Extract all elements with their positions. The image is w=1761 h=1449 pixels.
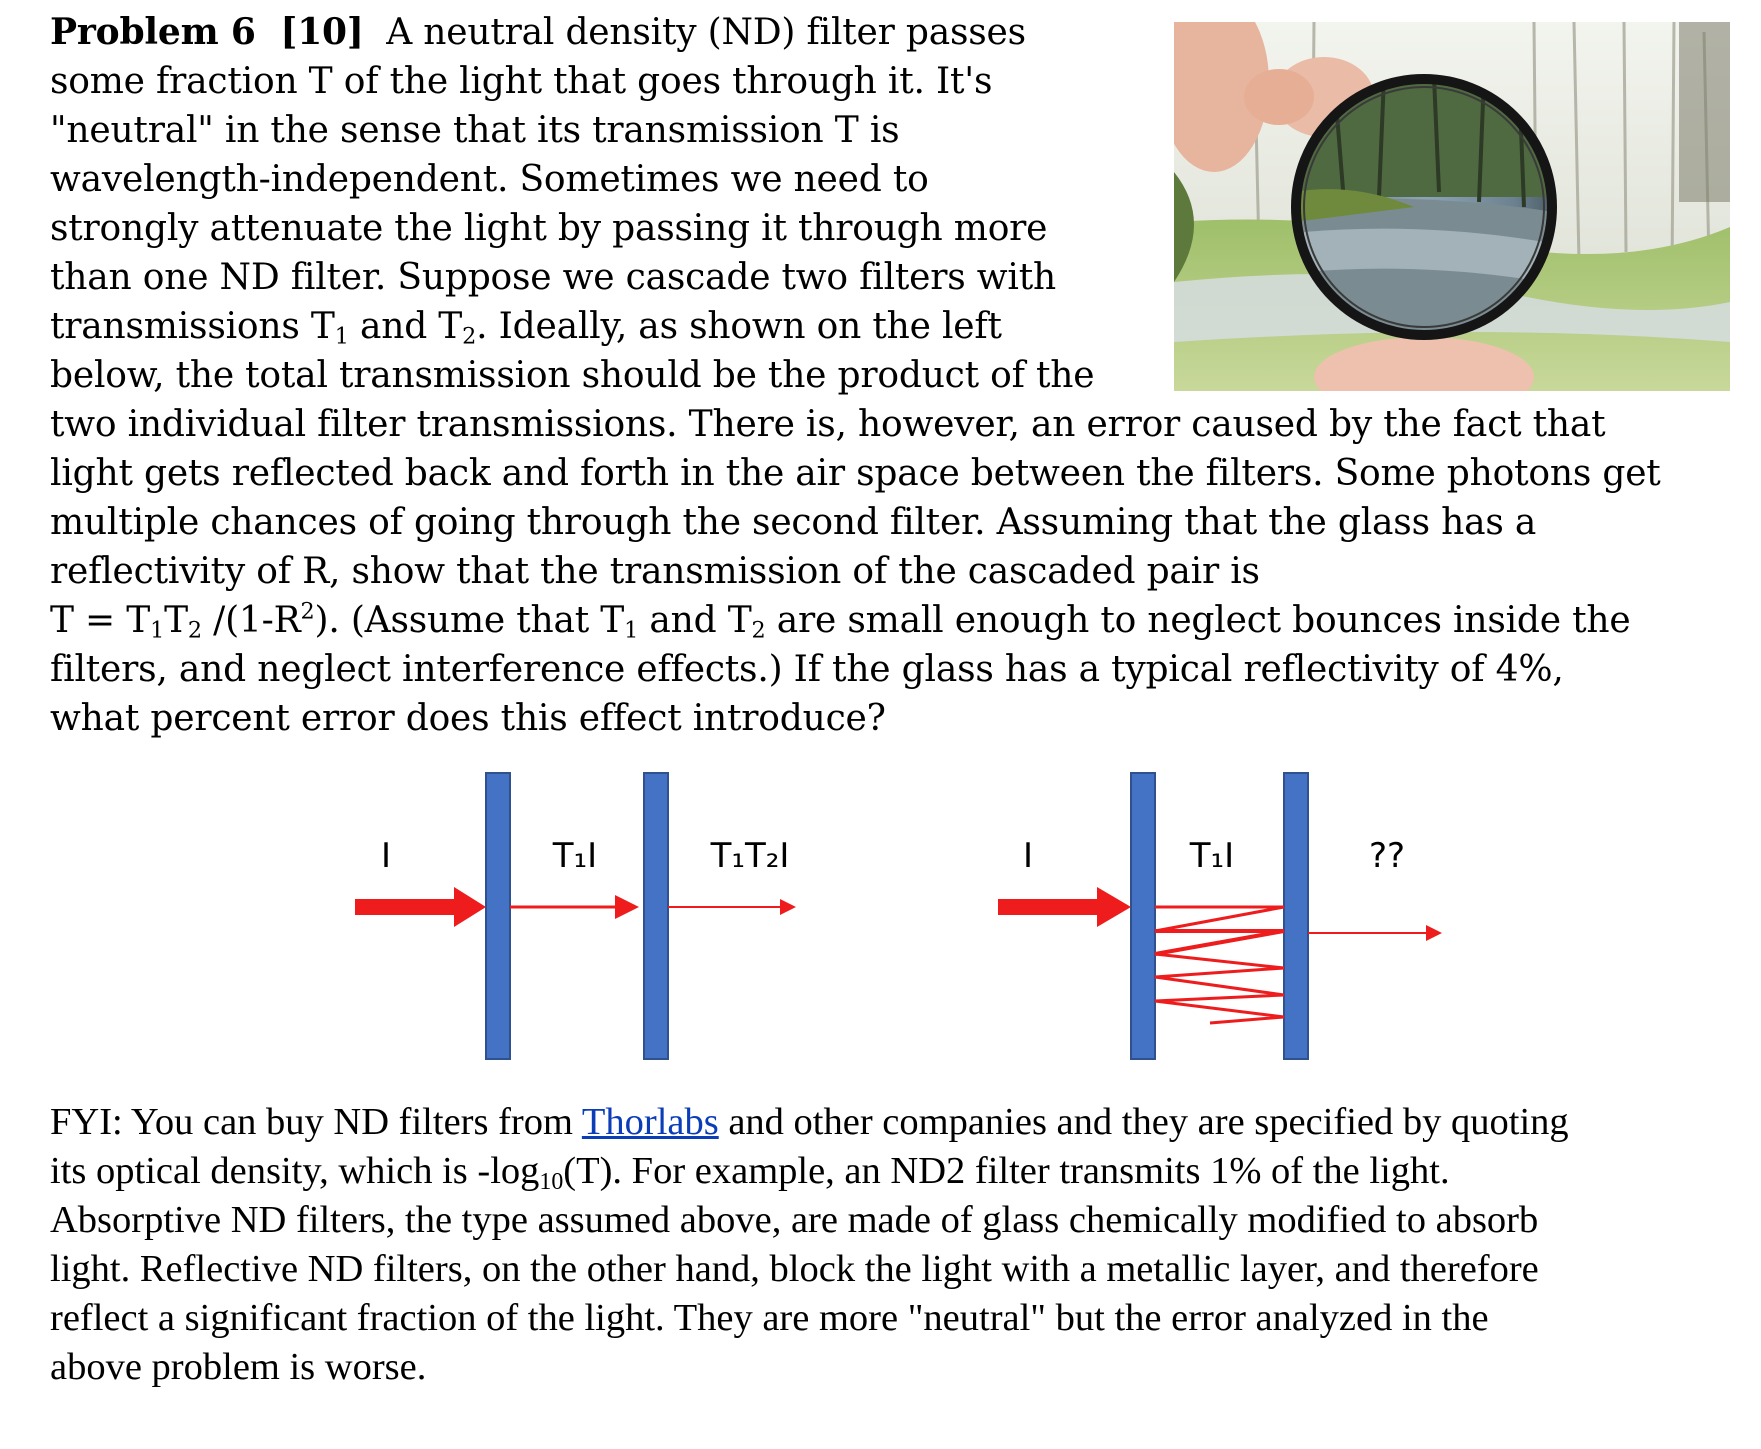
filter-diagram [0,755,1761,1075]
label-between-left: T₁I [552,836,598,876]
ideal-cascade [355,773,794,1059]
filter-2 [1284,773,1308,1059]
filter-1 [486,773,510,1059]
problem-label: Problem 6 [10] [50,11,364,53]
thorlabs-link[interactable]: Thorlabs [581,1101,719,1143]
nd-filter-photo [1174,22,1730,391]
input-arrow-head [454,887,486,927]
input-arrow-head [1097,887,1131,927]
nd-filter-photo-illustration [1174,22,1730,391]
filter-2 [644,773,668,1059]
problem-statement: Problem 6 [10] A neutral density (ND) filter passes some fraction T of the light that goes through it. It's "neutral" in the sense that its transmission T is wavelength-independent. Sometimes we need to strongly attenuate the light by passing it through more than one ND filter. Suppose we cascade two filters with transmissions $T_1$ and $T_2$. Ideally, as shown on the left below, the total transmission should be the product of the two individual filter transmissions. There is, however, an error caused by the fact that light gets reflected back and forth in the air space between the filters. Some photons get multiple chances of going through the second filter. Assuming that the glass has a reflectivity of R, show that the transmission of the cascaded pair is $T = T_1T_2$ $/(1-R^2)$. (Assume that $T_1$ and $T_2$ are small enough to neglect bounces inside the filters, and neglect interference effects.) If the glass has a typical reflectivity of 4%, what percent error does this effect introduce? [50,8,1740,743]
fyi-paragraph: FYI: You can buy ND filters from Thorlabs and other companies and they are specified by quoting its optical density, which is $-\log_{10}(T)$. For example, an ND2 filter transmits 1% of the light. Absorptive ND filters, the type assumed above, are made of glass chemically modified to absorb light. Reflective ND filters, on the other hand, block the light with a metallic layer, and therefore reflect a significant fraction of the light. They are more "neutral" but the error analyzed in the above problem is worse. [50,1101,1569,1388]
cascade-with-reflections [998,773,1440,1059]
filter-1 [1131,773,1155,1059]
label-output-right: ?? [1368,836,1406,876]
label-output-left: T₁T₂I [710,836,790,876]
input-arrow-shaft [355,899,455,915]
label-input-left: I [380,836,392,876]
label-between-right: T₁I [1189,836,1235,876]
reflected-rays [1155,907,1284,1023]
label-input-right: I [1022,836,1034,876]
input-arrow-shaft [998,899,1098,915]
formula-line: $T = T_1T_2$ $/(1-R^2)$. (Assume that $T_1$ and $T_2$ are small enough to neglect bounces inside the [50,598,1631,644]
